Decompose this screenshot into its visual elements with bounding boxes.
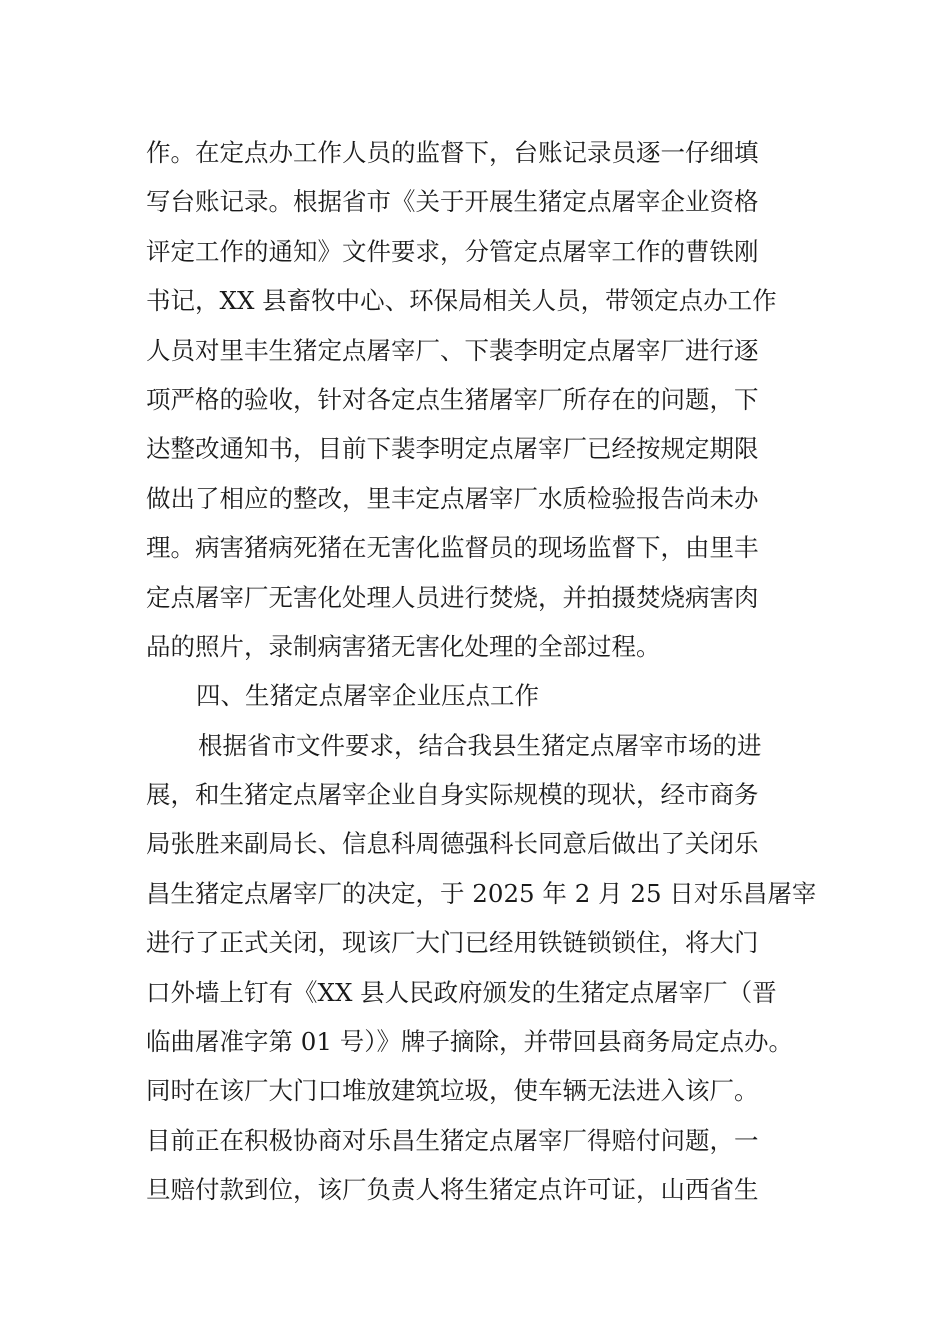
paragraph-line: 局张胜来副局长、信息科周德强科长同意后做出了关闭乐 [146, 829, 759, 859]
paragraph-line: 根据省市文件要求，结合我县生猪定点屠宰市场的进 [198, 730, 762, 760]
paragraph-line: 理。病害猪病死猪在无害化监督员的现场监督下，由里丰 [146, 533, 759, 563]
paragraph-line: 进行了正式关闭，现该厂大门已经用铁链锁锁住，将大门 [146, 928, 759, 958]
paragraph-line: 达整改通知书，目前下裴李明定点屠宰厂已经按规定期限 [146, 434, 759, 464]
paragraph-line: 人员对里丰生猪定点屠宰厂、下裴李明定点屠宰厂进行逐 [146, 335, 759, 365]
paragraph-line: 临曲屠准字第 01 号）》牌子摘除，并带回县商务局定点办。 [146, 1027, 793, 1057]
paragraph-line: 做出了相应的整改，里丰定点屠宰厂水质检验报告尚未办 [146, 483, 759, 513]
paragraph-line: 项严格的验收，针对各定点生猪屠宰厂所存在的问题，下 [146, 384, 759, 414]
paragraph-line: 口外墙上钉有《XX 县人民政府颁发的生猪定点屠宰厂（晋 [146, 977, 777, 1007]
paragraph-line: 昌生猪定点屠宰厂的决定，于 2025 年 2 月 25 日对乐昌屠宰 [146, 878, 817, 908]
paragraph-line: 旦赔付款到位，该厂负责人将生猪定点许可证，山西省生 [146, 1175, 759, 1205]
paragraph-line: 作。在定点办工作人员的监督下，台账记录员逐一仔细填 [146, 138, 759, 167]
paragraph-line: 写台账记录。根据省市《关于开展生猪定点屠宰企业资格 [146, 187, 759, 217]
paragraph-line: 定点屠宰厂无害化处理人员进行焚烧，并拍摄焚烧病害肉 [146, 582, 759, 612]
paragraph-line: 品的照片，录制病害猪无害化处理的全部过程。 [146, 631, 661, 661]
paragraph-line: 评定工作的通知》文件要求，分管定点屠宰工作的曹铁刚 [146, 236, 759, 266]
paragraph-line: 同时在该厂大门口堆放建筑垃圾，使车辆无法进入该厂。 [146, 1076, 759, 1106]
document-body [146, 128, 817, 1215]
paragraph-line: 展，和生猪定点屠宰企业自身实际规模的现状，经市商务 [146, 780, 759, 810]
paragraph-line: 目前正在积极协商对乐昌生猪定点屠宰厂得赔付问题，一 [146, 1125, 759, 1155]
section-heading: 四、生猪定点屠宰企业压点工作 [196, 681, 539, 711]
paragraph-line: 书记，XX 县畜牧中心、环保局相关人员，带领定点办工作 [146, 286, 777, 316]
